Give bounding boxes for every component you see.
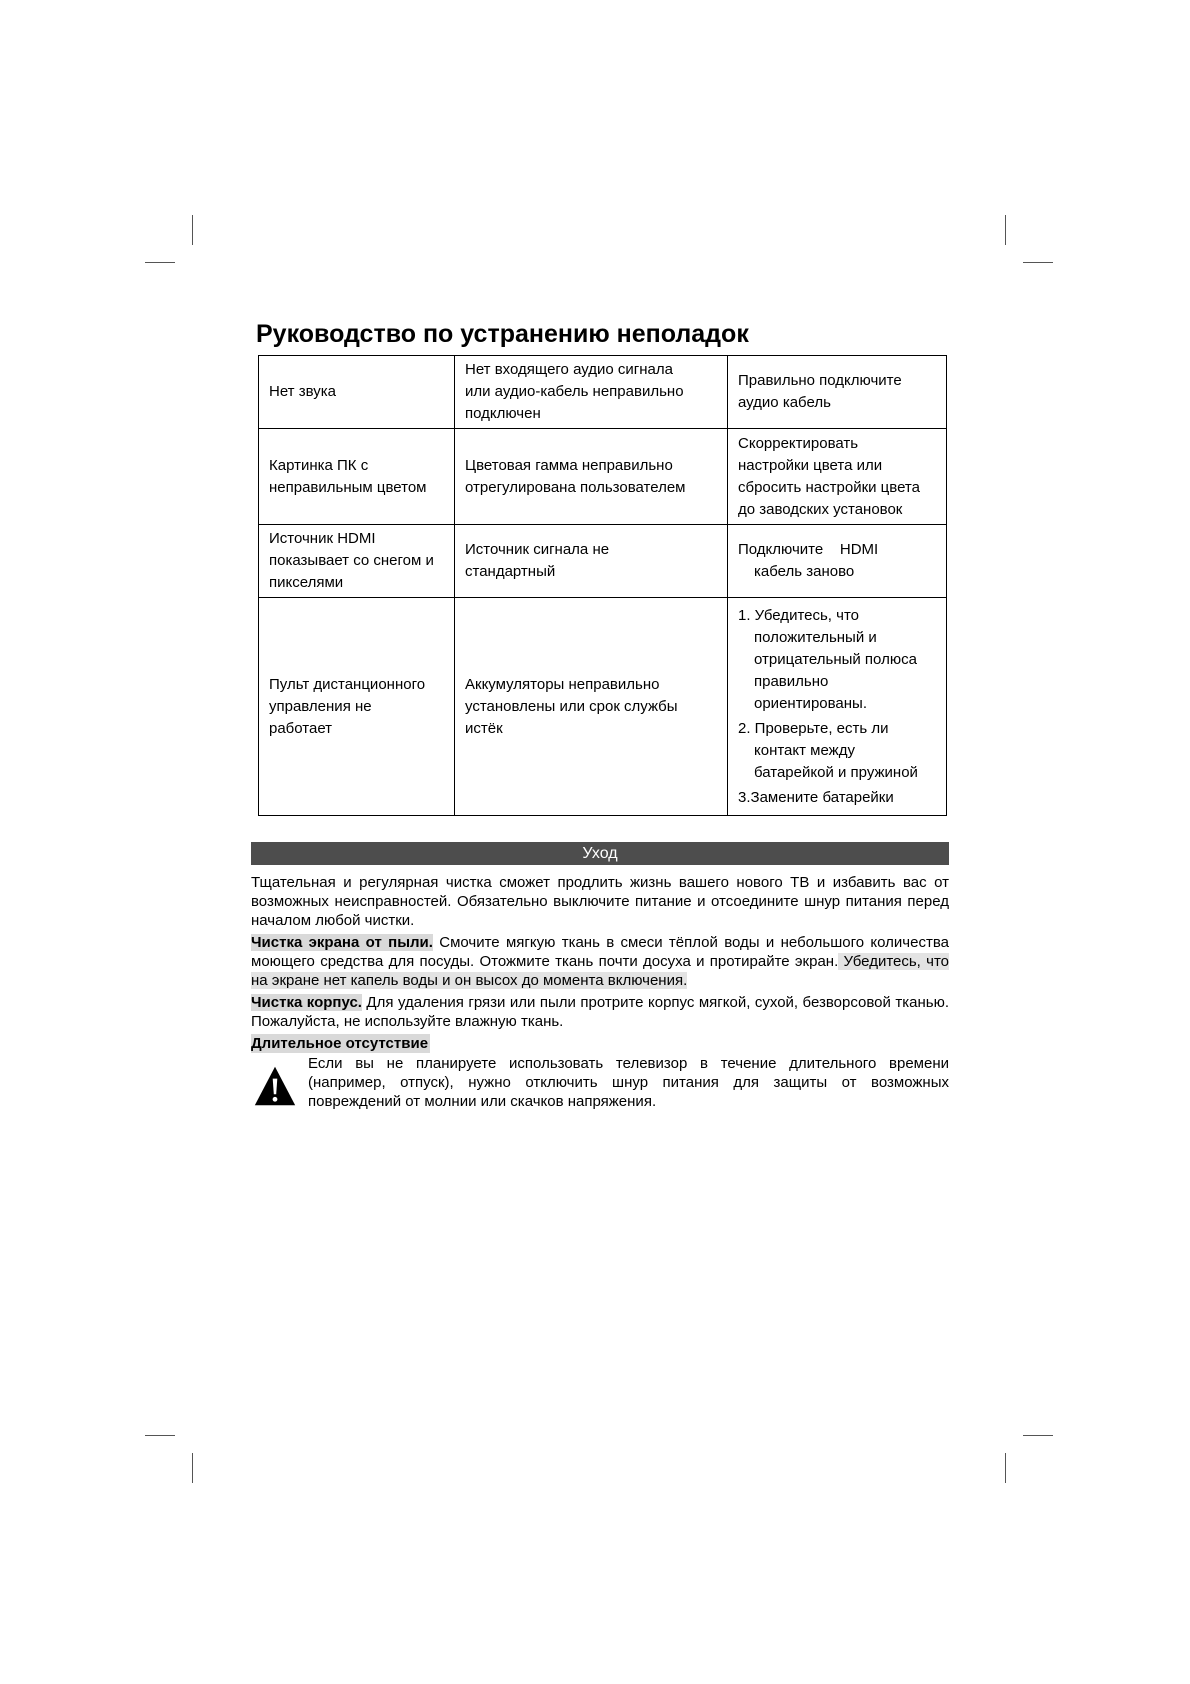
cell-line: Аккумуляторы неправильно [465,675,660,693]
cell-line: стандартный [465,563,556,580]
cell-line: Цветовая гамма неправильно [465,456,673,474]
cell-line: Картинка ПК с [269,456,369,474]
long-absence-text: Если вы не планируете использовать телевизор в течение длительного времени (например, отпуск), нужно отключить шнур питания для защиты от возможных повреждений от молнии или скачков напряжения. [308,1055,949,1110]
cell-line: подключен [465,405,541,422]
cell-line: 2. Проверьте, есть ли [738,719,889,737]
care-section-heading: Уход [251,842,949,865]
problem-cell [259,356,455,429]
cell-line: ориентированы. [754,694,867,712]
cell-line: сбросить настройки цвета [738,478,920,496]
body-cleaning-paragraph [251,993,949,1031]
cell-line: кабель заново [754,563,855,580]
solution-step [738,605,936,715]
table-row [259,525,947,598]
cell-line: настройки цвета или [738,456,883,474]
solution-step [738,787,936,809]
troubleshooting-table [258,355,947,816]
screen-cleaning-label: Чистка экрана от пыли. [251,934,433,951]
cell-line: Источник сигнала не [465,541,610,558]
screen-cleaning-text-2: Убедитесь, что на экране нет капель воды и он высох до момента включения. [251,953,949,989]
screen-cleaning-paragraph [251,933,949,990]
crop-mark [192,215,193,245]
cell-line: отрицательный полюса [754,650,917,668]
cell-line: истёк [465,719,503,737]
cell-line: правильно [754,672,829,690]
cell-line: аудио кабель [738,394,831,411]
cell-line: Скорректировать [738,434,859,452]
cause-cell [455,356,728,429]
cell-line: или аудио-кабель неправильно [465,383,684,400]
care-intro: Тщательная и регулярная чистка сможет продлить жизнь вашего нового ТВ и избавить вас от возможных неисправностей. Обязательно выключите питание и отсоедините шнур питания перед началом любой чистки. [251,874,949,929]
cell-line: Нет звука [269,383,336,400]
cell-line: Источник HDMI [269,530,376,547]
body-cleaning-text: Для удаления грязи или пыли протрите корпус мягкой, сухой, безворсовой тканью. Пожалуйста, не используйте влажную ткань. [251,994,949,1030]
crop-mark [1005,1453,1006,1483]
cell-line: батарейкой и пружиной [754,763,918,781]
long-absence-block [251,1054,949,1111]
page-title: Руководство по устранению неполадок [256,320,749,348]
cell-line: Правильно подключите [738,372,902,389]
table-row [259,429,947,525]
cell-line: отрегулирована пользователем [465,478,686,496]
cause-cell [455,429,728,525]
crop-mark [192,1453,193,1483]
table-row [259,598,947,816]
problem-cell [259,525,455,598]
problem-cell [259,429,455,525]
care-section [251,873,949,1111]
cell-line: неправильным цветом [269,478,427,496]
cell-line: установлены или срок службы [465,697,678,715]
cell-line: положительный и [754,628,877,646]
cell-line: управления не [269,697,372,715]
cell-line: Подключите HDMI [738,541,879,558]
solution-cell [728,429,947,525]
crop-mark [1023,262,1053,263]
screen-cleaning-text: Смочите мягкую ткань в смеси тёплой воды и небольшого количества моющего средства для посуды. Отожмите ткань почти досуха и протирайте экран. [251,934,949,970]
cell-line: пикселями [269,574,344,591]
crop-mark [1005,215,1006,245]
solution-cell [728,525,947,598]
solution-steps [738,605,936,809]
body-cleaning-label: Чистка корпус. [251,994,362,1011]
cell-line: до заводских установок [738,500,903,518]
cell-line: работает [269,719,333,737]
crop-mark [1023,1435,1053,1436]
solution-cell [728,598,947,816]
cell-line: Пульт дистанционного [269,675,426,693]
cell-line: показывает со снегом и [269,552,434,569]
problem-cell [259,598,455,816]
solution-step [738,718,936,784]
cell-line: Нет входящего аудио сигнала [465,361,673,378]
cause-cell [455,598,728,816]
table-row [259,356,947,429]
warning-triangle-icon [251,1064,299,1108]
long-absence-heading: Длительное отсутствие [251,1035,429,1052]
solution-cell [728,356,947,429]
cell-line: 3.Замените батарейки [738,788,894,806]
cell-line: 1. Убедитесь, что [738,606,859,624]
cell-line: контакт между [754,741,855,759]
cause-cell [455,525,728,598]
crop-mark [145,262,175,263]
crop-mark [145,1435,175,1436]
